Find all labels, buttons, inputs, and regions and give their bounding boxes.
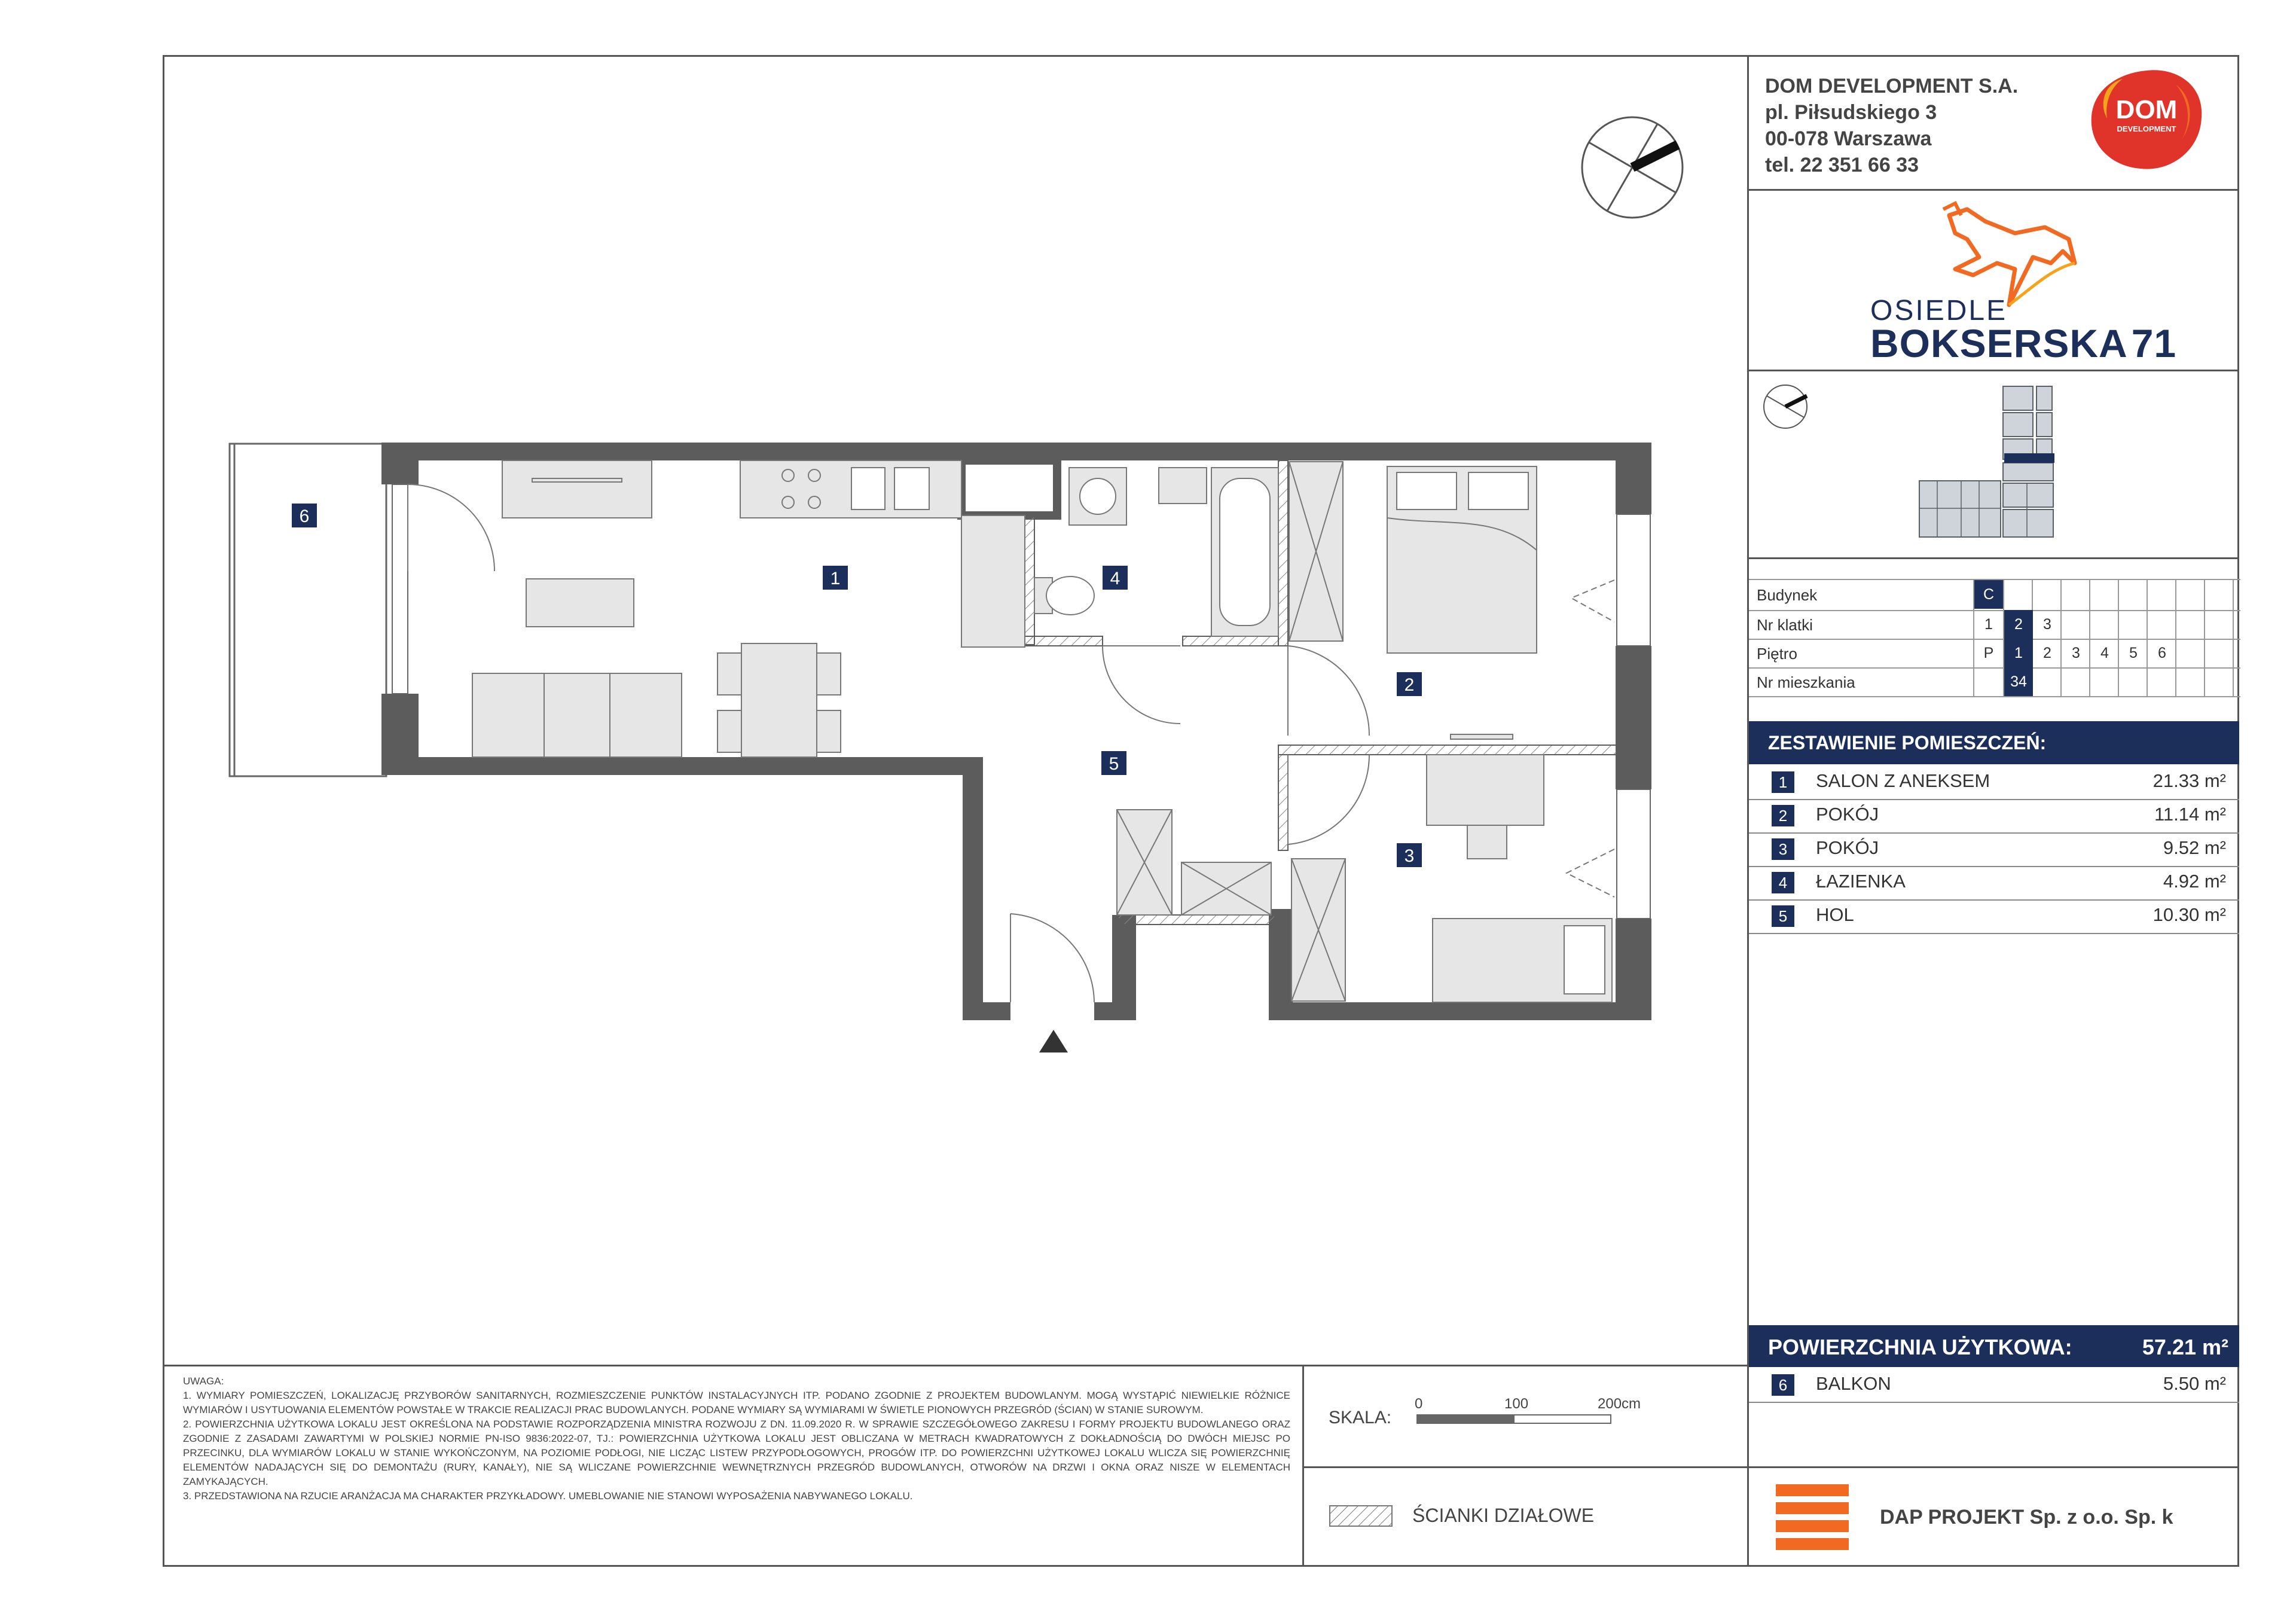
project-line2 [1870,321,2176,366]
balcony-area: 5.50 m² [2163,1373,2226,1394]
total-area-bar [1749,1325,2239,1367]
floor-cell: 4 [2100,645,2109,661]
building-keyplan [1913,383,2117,550]
balcony-name: BALKON [1816,1373,1891,1394]
room-row [1749,799,2239,834]
scale-tick-200: 200cm [1598,1396,1641,1412]
floor-cell-selected: 1 [2004,639,2033,667]
label-building: Budynek [1757,586,1818,604]
label-apartment: Nr mieszkania [1757,673,1855,691]
room-name: HOL [1816,904,1854,925]
rooms-header-title: ZESTAWIENIE POMIESZCZEŃ: [1768,732,2047,753]
partition-wall-legend-label: ŚCIANKI DZIAŁOWE [1412,1505,1595,1526]
label-floor: Piętro [1757,645,1797,663]
living-furniture [472,579,841,757]
company-name: DOM DEVELOPMENT S.A. [1765,75,2019,97]
balcony-number: 6 [1772,1374,1794,1396]
room-name: ŁAZIENKA [1816,871,1906,892]
balcony [230,444,386,776]
rooms-header [1749,721,2239,764]
plan-label-2: 2 [1404,675,1415,695]
bathroom-fixtures [1034,468,1278,636]
entrance-door [1010,914,1094,1002]
plan-label-6: 6 [299,507,310,526]
keyplan-compass-icon [1761,383,1809,431]
window-door-room3 [1567,849,1614,897]
room-area: 21.33 m² [2152,770,2226,791]
room-number: 1 [1772,771,1794,793]
label-stairs: Nr klatki [1757,616,1813,634]
room-row [1749,832,2239,867]
plan-label-5: 5 [1109,754,1119,774]
stairs-cell-selected: 2 [2004,610,2033,639]
project-line1: OSIEDLE [1870,295,2008,327]
note-item: 3. PRZEDSTAWIONA NA RZUCIE ARANŻACJA MA CHARAKTER PRZYKŁADOWY. UMEBLOWANIE NIE STANOWI WYPOSAŻENIA NABYWANEGO LOKALU. [183,1490,913,1502]
stairs-cell: 3 [2043,616,2051,633]
keyplan-divider [1747,557,2239,559]
room-area: 4.92 m² [2163,871,2226,892]
project-name: BOKSERSKA [1870,321,2128,365]
room-row [1749,899,2239,934]
room-name: POKÓJ [1816,804,1879,825]
floor-plan [215,431,1698,1058]
dap-projekt-logo [1776,1484,1849,1551]
desk-room-3 [1427,734,1612,1002]
architect-divider [1747,1466,2239,1468]
architect-name: DAP PROJEKT Sp. z o.o. Sp. k [1880,1506,2173,1529]
room-row [1749,866,2239,901]
note-item: 2. POWIERZCHNIA UŻYTKOWA LOKALU JEST OKREŚLONA NA PODSTAWIE ROZPORZĄDZENIA MINISTRA ROZWOJU Z DN. 11.09.2020 R. W SPRAWIE SZCZEGÓŁOWEGO ZAKRESU I FORMY PROJEKTU BUDOWLANEGO ORAZ ZGODNIE Z ZASADAMI ZAWARTYMI W POLSKIEJ NORMIE PN-ISO 9836:2022-07, TJ.: POWIERZCHNIA UŻYTKOWA LOKALU JEST OBLICZANA W METRACH KWADRATOWYCH Z DOKŁADNOŚCIĄ DO DWÓCH MIEJSC PO PRZECINKU, DLA WYMIARÓW LOKALU W STANIE WYKOŃCZONYM, NA POZIOMIE PODŁOGI, NIE LICZĄC LISTEW PRZYPODŁOGOWYCH, PROGÓW ITP. DO POWIERZCHNI UŻYTKOWEJ LOKALU WLICZA SIĘ POWIERZCHNIĘ ELEMENTÓW NADAJĄCYCH SIĘ DO DEMONTAŻU (RURY, KANAŁY), NIE SĄ WLICZANE POWIERZCHNIE WEWNĘTRZNYCH PRZEGRÓD BUDOWLANYCH, OTWORÓW NA DRZWI I OKNA ORAZ NISZE W ELEMENTACH ZAMYKAJĄCYCH. [183,1418,1290,1487]
room-row [1749,765,2239,800]
floor-cell: 6 [2158,645,2166,661]
scale-tick-0: 0 [1415,1396,1423,1412]
project-number: 71 [2131,321,2177,365]
floor-cell: 5 [2129,645,2138,661]
notes-divider [163,1365,1748,1366]
plan-label-4: 4 [1110,569,1120,588]
company-divider [1747,189,2239,191]
room-name: POKÓJ [1816,837,1879,858]
building-cell: C [1974,580,2003,609]
notes-title: UWAGA: [183,1375,224,1387]
plan-label-3: 3 [1404,846,1415,866]
room-number: 5 [1772,905,1794,927]
total-area-label: POWIERZCHNIA UŻYTKOWA: [1768,1335,2072,1359]
stairs-cell: 1 [1984,616,1993,633]
partition-wall-legend-swatch [1329,1505,1393,1527]
project-divider [1747,370,2239,371]
notes-block [183,1374,1290,1503]
entrance-arrow-icon [1039,1030,1068,1052]
floor-cell: 3 [2072,645,2080,661]
company-address [1765,73,2018,178]
company-street: pl. Piłsudskiego 3 [1765,101,1937,124]
bathroom-door [1103,646,1180,724]
compass-icon [1578,114,1686,221]
bed-room-2 [1387,466,1537,653]
company-city: 00-078 Warszawa [1765,127,1932,150]
room-area: 11.14 m² [2154,804,2226,825]
room-name: SALON Z ANEKSEM [1816,770,1990,791]
scale-tick-100: 100 [1504,1396,1529,1412]
room-area: 9.52 m² [2163,837,2226,858]
room-number: 2 [1772,805,1794,826]
room-area: 10.30 m² [2152,904,2226,925]
plan-label-1: 1 [830,569,841,588]
floor-cell: P [1983,645,1994,661]
notes-scale-divider [1302,1365,1304,1567]
note-item: 1. WYMIARY POMIESZCZEŃ, LOKALIZACJĘ PRZYBORÓW SANITARNYCH, ROZMIESZCZENIE PUNKTÓW INSTALACYJNYCH ITP. PODANO ZGODNIE Z PROJEKTEM BUDOWLANYM. MOGĄ WYSTĄPIĆ NIEWIELKIE RÓŻNICE WYMIARÓW I USYTUOWANIA ELEMENTÓW POWSTAŁE W TRAKCIE REALIZACJI PRAC BUDOWLANYCH. PODANE WYMIARY SĄ WYMIARAMI W ŚWIETLE PIONOWYCH PRZEGRÓD (ŚCIAN) W STANIE SUROWYM. [183,1390,1290,1415]
room-number: 4 [1772,872,1794,893]
floor-cell: 2 [2043,645,2051,661]
svg-text:DEVELOPMENT: DEVELOPMENT [2117,124,2176,133]
apartment-cell: 34 [2004,667,2033,696]
balcony-row [1749,1368,2239,1403]
hall-door-room2 [1288,646,1369,736]
room-number: 3 [1772,838,1794,860]
scale-legend-divider [1302,1466,1748,1468]
total-area-value: 57.21 m² [2142,1335,2228,1359]
company-phone: tel. 22 351 66 33 [1765,154,1919,176]
dom-development-logo [2087,67,2206,175]
scale-label: SKALA: [1329,1408,1392,1427]
window-door-room2 [1571,580,1614,622]
svg-text:DOM: DOM [2115,95,2178,124]
balcony-door [408,484,494,571]
hall-door-room3 [1288,755,1369,844]
